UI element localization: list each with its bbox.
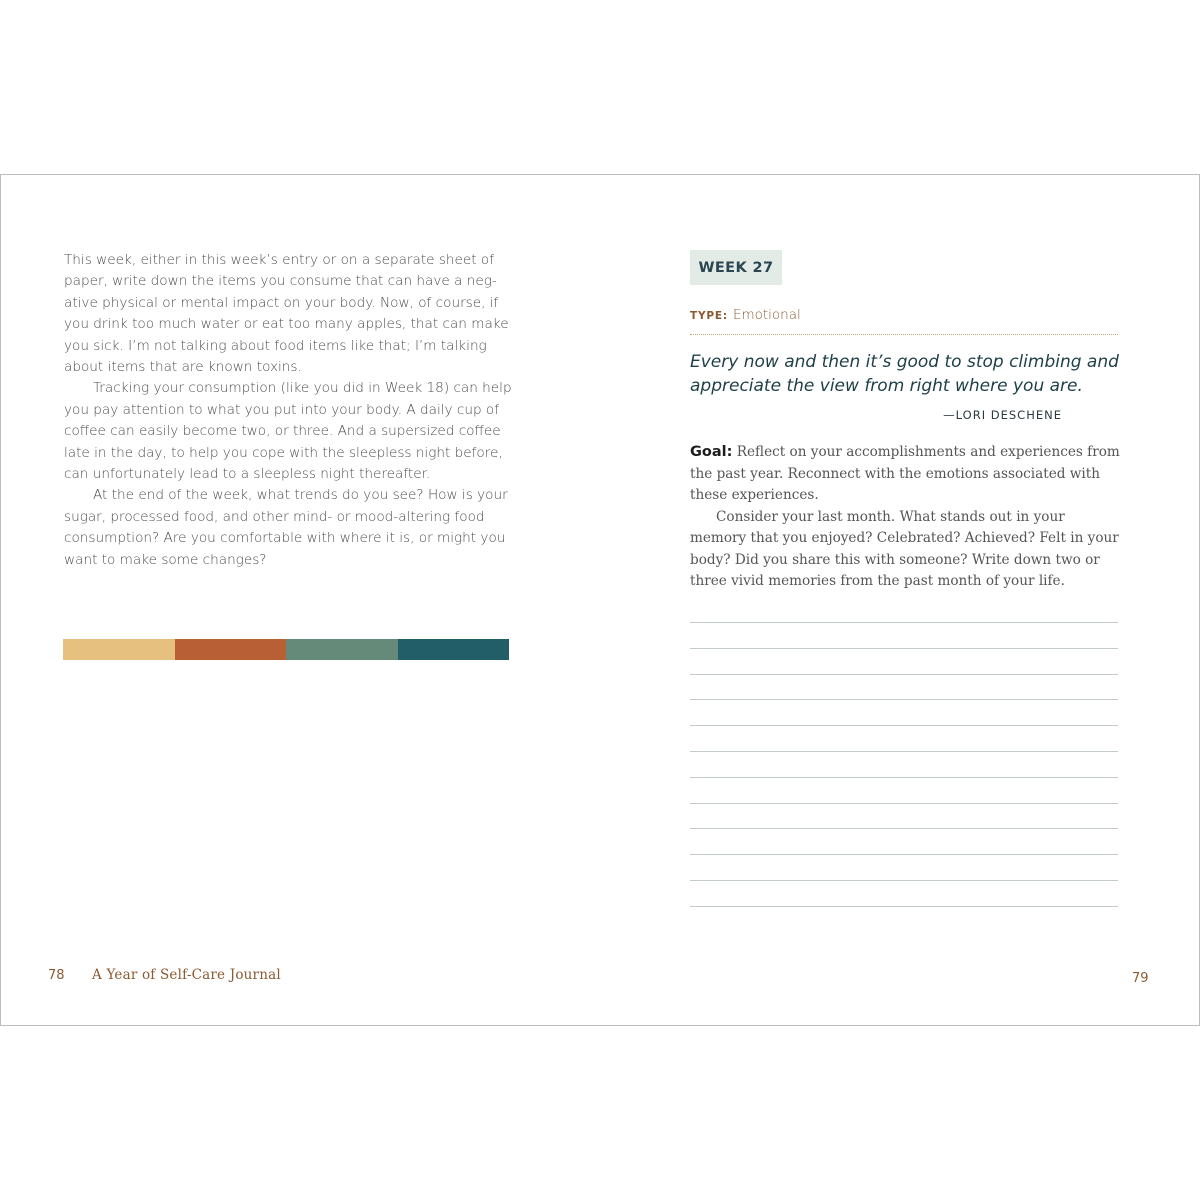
dotted-divider: [690, 334, 1118, 335]
page-number-right: 79: [1132, 971, 1149, 986]
writing-line[interactable]: [690, 648, 1118, 649]
page-number-left: 78: [48, 968, 65, 983]
writing-line[interactable]: [690, 777, 1118, 778]
quote-attribution: —LORI DESCHENE: [943, 408, 1062, 422]
goal-label: Goal:: [690, 444, 733, 460]
swatch-4: [398, 639, 510, 660]
writing-line[interactable]: [690, 674, 1118, 675]
writing-line[interactable]: [690, 751, 1118, 752]
type-line: [690, 304, 801, 323]
prompt-paragraph: Consider your last month. What stands out in your memory that you enjoyed? Celebrated? Achieved? Felt in your body? Did you share this with someone? Write down two or three vivid memories from the past month of your life.: [690, 508, 1119, 589]
type-label: TYPE:: [690, 310, 728, 322]
goal-paragraph: [690, 442, 1122, 507]
writing-line[interactable]: [690, 699, 1118, 700]
running-title: A Year of Self-Care Journal: [92, 967, 281, 983]
left-paragraph-3: At the end of the week, what trends do you see? How is your sugar, processed food, and other mind- or mood-altering food consumption? Are you comfortable with where it is, or might you want to make some changes?: [64, 487, 508, 568]
swatch-2: [175, 639, 287, 660]
goal-section: [690, 442, 1122, 593]
type-value: Emotional: [732, 307, 801, 323]
writing-line[interactable]: [690, 880, 1118, 881]
color-swatch-bar: [63, 639, 509, 660]
writing-line[interactable]: [690, 906, 1118, 907]
swatch-3: [286, 639, 398, 660]
week-badge: WEEK 27: [690, 250, 782, 285]
swatch-1: [63, 639, 175, 660]
writing-line[interactable]: [690, 828, 1118, 829]
goal-text: Reflect on your accomplishments and experiences from the past year. Reconnect with the emotions associated with these experiences.: [690, 444, 1120, 503]
quote-text: Every now and then it’s good to stop climbing and appreciate the view from right where you are.: [690, 352, 1119, 396]
left-paragraph-2: Tracking your consumption (like you did in Week 18) can help you pay attention to what you put into your body. A daily cup of coffee can easily become two, or three. And a supersized coffee late in the day, to help you cope with the sleepless night before, can unfortunately lead to a sleepless night thereafter.: [64, 380, 512, 483]
writing-line[interactable]: [690, 854, 1118, 855]
writing-line[interactable]: [690, 725, 1118, 726]
writing-line[interactable]: [690, 622, 1118, 623]
left-page-body-text: [64, 250, 514, 571]
left-paragraph-1: This week, either in this week’s entry or on a separate sheet of paper, write down the items you consume that can have a neg-ative physical or mental impact on your body. Now, of course, if you drink too much water or eat too many apples, that can make you sick. I’m not talking about food items like that; I’m talking about items that are known toxins.: [64, 252, 509, 376]
writing-line[interactable]: [690, 803, 1118, 804]
